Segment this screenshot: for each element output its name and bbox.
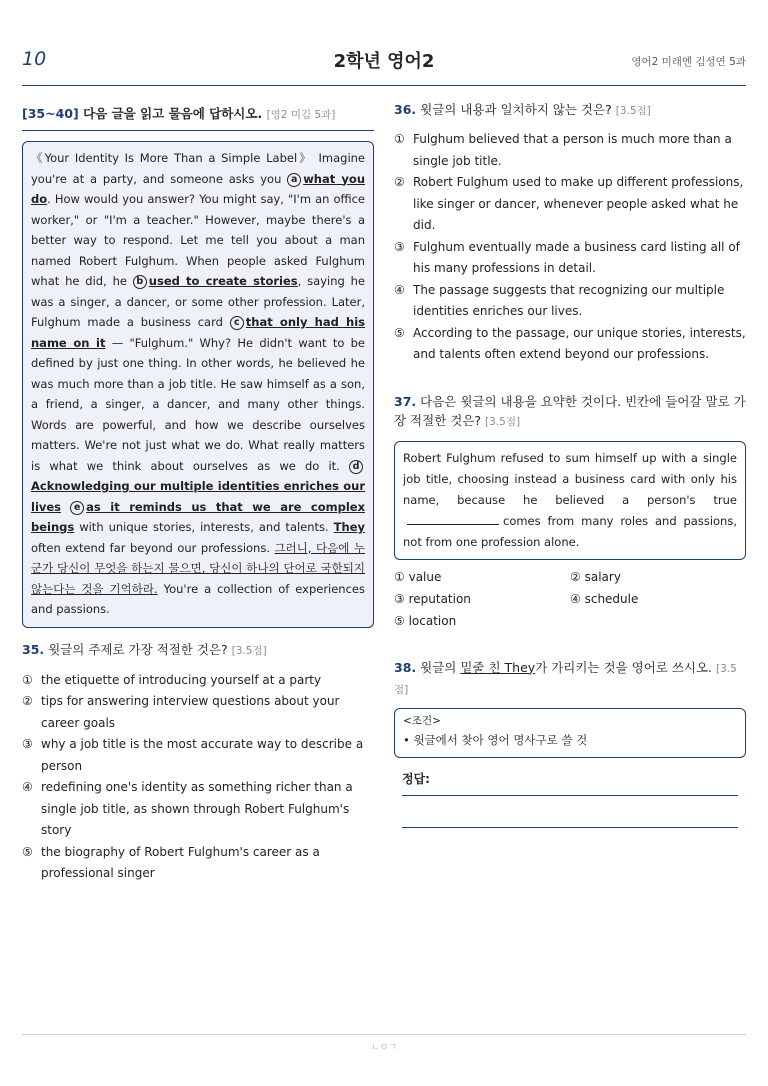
question-number: 35. xyxy=(22,641,45,657)
passage-text: — "Fulghum." Why? He didn't want to be defined by just one thing. In other words, he believed he was much more than a job title. He saw himself as a son, a friend, a singer, a dancer, and many other things. Words are powerful, and how we describe ourselves matters. We're not just what we do. What really matters is what we think about ourselves as we do it. xyxy=(31,335,365,473)
question-38-stem xyxy=(394,658,746,700)
underline-c: that only had his name on it xyxy=(31,315,365,350)
marker-a: a xyxy=(287,173,301,187)
question-number: 38. xyxy=(394,659,417,675)
underline-a: what you do xyxy=(31,171,366,206)
question-text: 윗글의 주제로 가장 적절한 것은? xyxy=(48,641,228,657)
passage-text: . How would you answer? You might say, "I'm an office worker," or "I'm a teacher." However, maybe there's a better way to respond. Let me tell you about a man named Robert Fulghum. When people asked Fulghum what he did, he xyxy=(31,192,365,288)
right-column xyxy=(394,100,746,828)
left-column xyxy=(22,104,374,885)
summary-box xyxy=(394,441,746,560)
question-points: [3.5점] xyxy=(485,415,521,428)
question-text-underlined: 밑줄 친 They xyxy=(460,659,536,675)
option-text: Robert Fulghum used to make up different professions, like singer or dancer, whenever people asked what he did. xyxy=(413,175,744,232)
question-35-options xyxy=(22,670,374,885)
question-37-stem xyxy=(394,392,746,432)
option-text: why a job title is the most accurate way to describe a person xyxy=(41,737,364,773)
question-text: 다음은 윗글의 내용을 요약한 것이다. 빈칸에 들어갈 말로 가장 적절한 것은? xyxy=(394,393,746,428)
option-1[interactable] xyxy=(394,129,746,172)
question-number: 36. xyxy=(394,102,417,117)
option-2[interactable] xyxy=(394,172,746,237)
answer-line-2[interactable] xyxy=(402,827,738,828)
marker-e: e xyxy=(70,501,84,515)
footer-mark: ㄴㅇㄱ xyxy=(370,1043,398,1053)
option-text: schedule xyxy=(584,591,639,606)
option-mark: ③ xyxy=(394,239,405,254)
exam-source: 영어2 미래엔 김성연 5과 xyxy=(631,56,746,68)
question-37 xyxy=(394,392,746,632)
condition-item: • 윗글에서 찾아 영어 명사구로 쓸 것 xyxy=(403,732,588,747)
summary-text: comes from many roles and passions, not from one profession alone. xyxy=(403,513,737,549)
option-mark: ⑤ xyxy=(394,325,405,340)
condition-label: <조건> xyxy=(403,714,441,727)
condition-box xyxy=(394,708,746,758)
question-38 xyxy=(394,658,746,828)
option-2[interactable] xyxy=(570,566,746,588)
option-mark: ① xyxy=(22,672,33,687)
set-instruction: 다음 글을 읽고 물음에 답하시오. xyxy=(83,106,263,121)
question-text: 윗글의 xyxy=(420,659,457,675)
question-points: [3.5점] xyxy=(394,662,737,696)
question-36 xyxy=(394,100,746,366)
option-text: the etiquette of introducing yourself at a party xyxy=(41,672,322,687)
option-5[interactable] xyxy=(22,842,374,885)
option-text: redefining one's identity as something richer than a single job title, as shown through Robert Fulghum's story xyxy=(41,780,353,837)
marker-b: b xyxy=(133,275,147,289)
underline-d: Acknowledging our multiple identities enriches our lives xyxy=(31,479,365,514)
question-36-stem xyxy=(394,100,746,121)
marker-c: c xyxy=(230,316,244,330)
option-text: salary xyxy=(584,569,621,584)
passage-text: , saying he was a singer, a dancer, or some other profession. Later, Fulghum made a business card xyxy=(31,274,365,329)
answer-line-1[interactable] xyxy=(402,795,738,796)
footer-divider xyxy=(22,1034,746,1035)
underline-b: used to create stories xyxy=(148,274,298,288)
question-35 xyxy=(22,640,374,885)
question-number: 37. xyxy=(394,393,417,409)
question-text: 가 가리키는 것을 영어로 쓰시오. xyxy=(535,659,713,675)
summary-text: Robert Fulghum refused to sum himself up with a single job title, choosing instead a business card with only his name, because he believed a person's true xyxy=(403,450,737,507)
option-mark: ① xyxy=(394,569,405,584)
question-text: 윗글의 내용과 일치하지 않는 것은? xyxy=(420,102,612,117)
option-2[interactable] xyxy=(22,691,374,734)
option-text: tips for answering interview questions about your career goals xyxy=(41,694,340,730)
passage-text: often extend far beyond our professions. xyxy=(31,540,275,555)
option-text: The passage suggests that recognizing our multiple identities enriches our lives. xyxy=(413,282,725,318)
set-reference: [영2 미김 5과] xyxy=(266,109,336,121)
option-mark: ③ xyxy=(394,591,405,606)
marker-d: d xyxy=(349,460,363,474)
option-mark: ② xyxy=(22,694,33,708)
page-number: 10 xyxy=(22,48,47,70)
page-title: 2학년 영어2 xyxy=(333,51,435,72)
option-text: value xyxy=(408,569,442,584)
option-mark: ② xyxy=(394,175,405,189)
option-text: location xyxy=(408,613,457,628)
option-4[interactable] xyxy=(570,588,746,610)
option-3[interactable] xyxy=(22,734,374,777)
question-36-options xyxy=(394,129,746,366)
passage-text: You're a collection of experiences and passions. xyxy=(31,581,365,616)
option-1[interactable] xyxy=(22,670,374,692)
option-3[interactable] xyxy=(394,237,746,280)
option-mark: ④ xyxy=(22,780,33,794)
option-5[interactable] xyxy=(394,610,570,632)
question-points: [3.5점] xyxy=(231,644,267,657)
passage-text: 《Your Identity Is More Than a Simple Label》 Imagine you're at a party, and someone asks you xyxy=(31,151,365,186)
question-set-heading xyxy=(22,104,374,131)
question-points: [3.5점] xyxy=(615,105,651,117)
option-mark: ④ xyxy=(570,591,581,606)
option-text: Fulghum believed that a person is much more than a single job title. xyxy=(413,132,732,168)
option-4[interactable] xyxy=(22,777,374,842)
passage-text: with unique stories, interests, and talents. xyxy=(74,520,334,534)
page-header xyxy=(22,44,746,86)
option-3[interactable] xyxy=(394,588,570,610)
question-35-stem xyxy=(22,640,374,661)
underline-they: They xyxy=(333,520,365,534)
option-mark: ⑤ xyxy=(394,613,405,628)
question-37-options xyxy=(394,566,746,632)
passage-text xyxy=(61,500,70,514)
option-1[interactable] xyxy=(394,566,570,588)
option-4[interactable] xyxy=(394,280,746,323)
option-text: reputation xyxy=(408,591,471,606)
option-text: According to the passage, our unique stories, interests, and talents often extend beyond our professions. xyxy=(413,325,746,361)
answer-label: 정답: xyxy=(402,771,430,786)
option-5[interactable] xyxy=(394,323,746,366)
option-mark: ④ xyxy=(394,282,405,297)
underline-korean: 그러니, 다음에 누군가 당신이 무엇을 하는지 물으면, 당신이 하나의 단어로 국한되지 않는다는 것을 기억하라. xyxy=(31,540,365,596)
option-mark: ① xyxy=(394,132,405,146)
option-text: the biography of Robert Fulghum's career as a professional singer xyxy=(41,844,320,880)
option-mark: ② xyxy=(570,569,581,584)
option-text: Fulghum eventually made a business card listing all of his many professions in detail. xyxy=(413,239,740,275)
question-range: [35~40] xyxy=(22,106,79,121)
option-mark: ③ xyxy=(22,737,33,751)
reading-passage xyxy=(22,141,374,628)
summary-blank xyxy=(407,513,499,525)
underline-e: as it reminds us that we are complex beings xyxy=(31,499,365,534)
option-mark: ⑤ xyxy=(22,844,33,859)
